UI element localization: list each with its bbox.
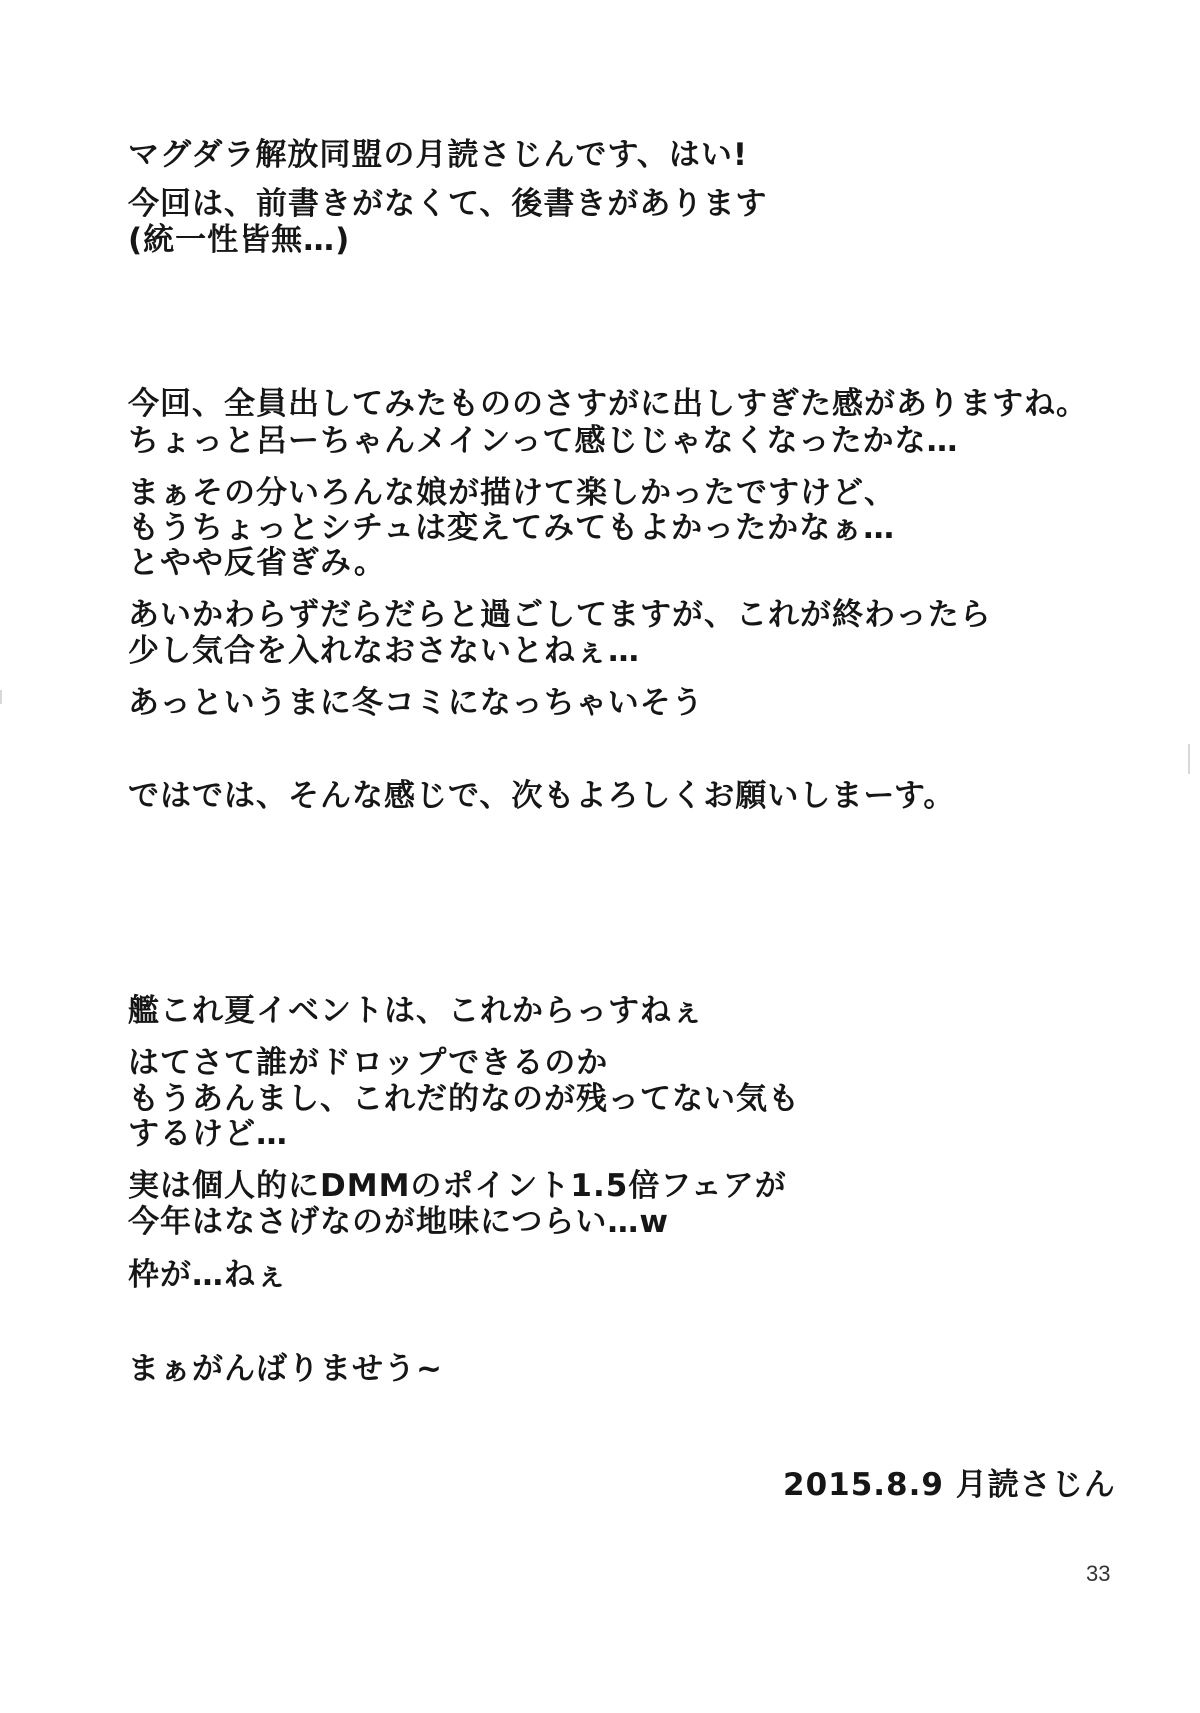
afterword-line: とやや反省ぎみ。	[128, 545, 386, 581]
afterword-line: あっというまに冬コミになっちゃいそう	[128, 685, 704, 721]
page-number: 33	[1086, 1561, 1111, 1586]
afterword-line: 枠が…ねぇ	[128, 1257, 288, 1293]
signature: 2015.8.9 月読さじん	[783, 1467, 1116, 1503]
afterword-line: マグダラ解放同盟の月読さじんです、はい!	[128, 137, 749, 173]
afterword-line: 今年はなさげなのが地味につらい…w	[128, 1204, 670, 1240]
afterword-line: (統一性皆無…)	[128, 222, 351, 258]
scan-artifact	[0, 690, 2, 704]
afterword-line: 実は個人的にDMMのポイント1.5倍フェアが	[128, 1168, 787, 1204]
afterword-line: はてさて誰がドロップできるのか	[128, 1045, 609, 1081]
afterword-line: ではでは、そんな感じで、次もよろしくお願いしまーす。	[128, 778, 956, 814]
afterword-line: もうあんまし、これだ的なのが残ってない気も	[128, 1081, 800, 1117]
afterword-line: まぁがんばりませう~	[128, 1351, 443, 1387]
afterword-line: まぁその分いろんな娘が描けて楽しかったですけど、	[128, 475, 896, 511]
afterword-line: するけど…	[128, 1116, 288, 1152]
afterword-line: ちょっと呂ーちゃんメインって感じじゃなくなったかな…	[128, 423, 959, 459]
afterword-line: 今回は、前書きがなくて、後書きがあります	[128, 186, 768, 222]
afterword-line: 艦これ夏イベントは、これからっすねぇ	[128, 993, 704, 1029]
afterword-line: 少し気合を入れなおさないとねぇ…	[128, 633, 640, 669]
afterword-line: もうちょっとシチュは変えてみてもよかったかなぁ…	[128, 510, 896, 546]
afterword-line: 今回、全員出してみたもののさすがに出しすぎた感がありますね。	[128, 386, 1088, 422]
scan-artifact	[1188, 744, 1190, 774]
afterword-line: あいかわらずだらだらと過ごしてますが、これが終わったら	[128, 597, 992, 633]
